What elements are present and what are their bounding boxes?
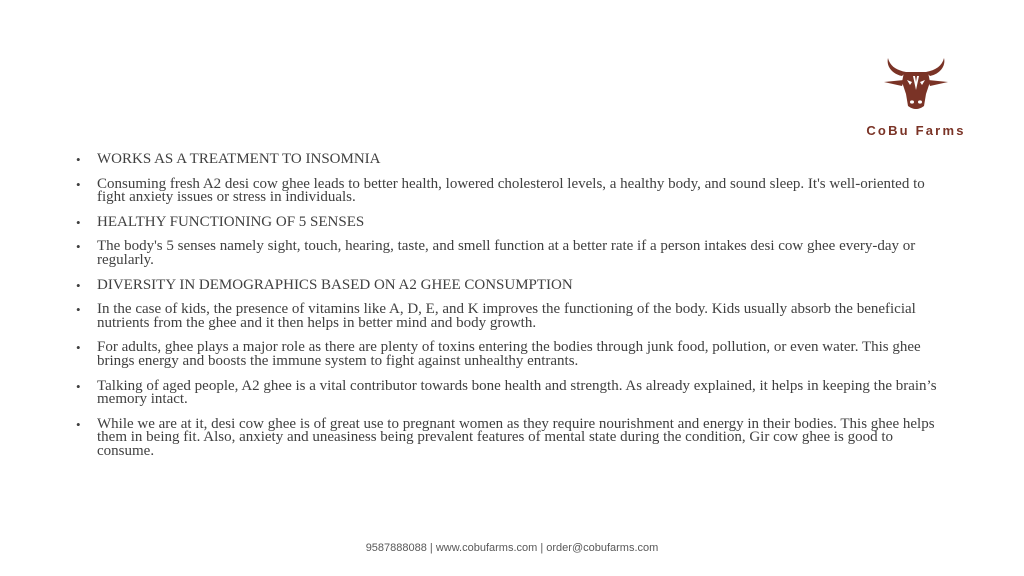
bullet-item: • For adults, ghee plays a major role as there are plenty of toxins entering the bodies through junk food, pollution, or even water. This ghee brings energy and boosts the immune system to fight against unhealthy entrants. bbox=[76, 341, 948, 368]
bullet-list bbox=[76, 153, 948, 470]
bullet-item: • In the case of kids, the presence of vitamins like A, D, E, and K improves the functioning of the body. Kids usually absorb the beneficial nutrients from the ghee and it then helps in better mind and body growth. bbox=[76, 303, 948, 330]
brand-name: CoBu Farms bbox=[866, 123, 966, 138]
footer-contact: 9587888088 | www.cobufarms.com | order@cobufarms.com bbox=[365, 542, 659, 554]
bullet-heading-senses: • HEALTHY FUNCTIONING OF 5 SENSES bbox=[76, 216, 948, 230]
bull-head-icon bbox=[880, 56, 952, 116]
bullet-item: • Talking of aged people, A2 ghee is a vital contributor towards bone health and strength. As already explained, it helps in keeping the brain’s memory intact. bbox=[76, 380, 948, 407]
brand-logo bbox=[846, 56, 986, 142]
bullet-item: • Consuming fresh A2 desi cow ghee leads to better health, lowered cholesterol levels, a healthy body, and sound sleep. It's well-oriented to fight anxiety issues or stress in individuals. bbox=[76, 178, 948, 205]
bullet-heading-demographics: • DIVERSITY IN DEMOGRAPHICS BASED ON A2 GHEE CONSUMPTION bbox=[76, 279, 948, 293]
bullet-heading-insomnia: • WORKS AS A TREATMENT TO INSOMNIA bbox=[76, 153, 948, 167]
bullet-item: • The body's 5 senses namely sight, touch, hearing, taste, and smell function at a better rate if a person intakes desi cow ghee every-day or regularly. bbox=[76, 240, 948, 267]
bullet-item: • While we are at it, desi cow ghee is of great use to pregnant women as they require nourishment and energy in their bodies. This ghee helps them in being fit. Also, anxiety and uneasiness being prevalent features of mental state during the condition, Gir cow ghee is good to consume. bbox=[76, 418, 948, 459]
